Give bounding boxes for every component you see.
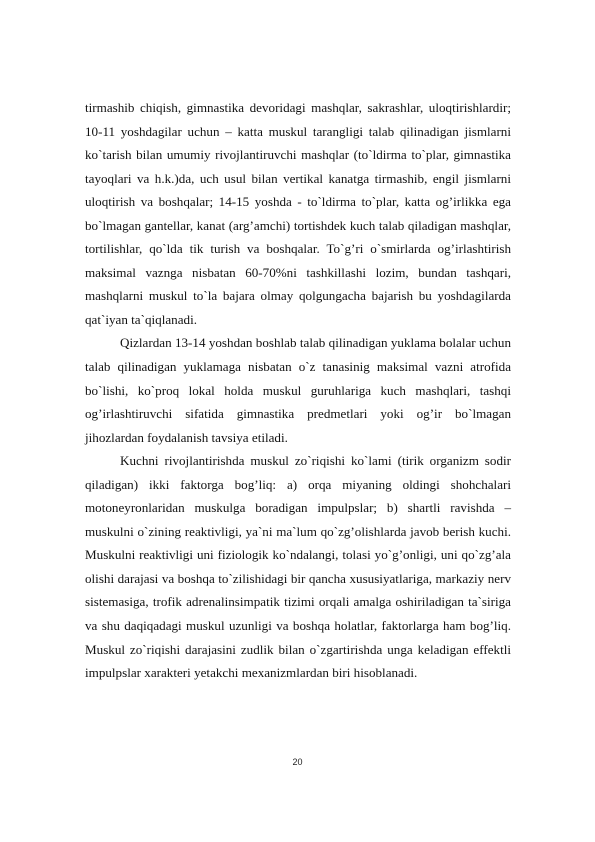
paragraph-2: Qizlardan 13-14 yoshdan boshlab talab qilinadigan yuklama bolalar uchun talab qilinadigan yuklamaga nisbatan o`z tanasinig maksimal vazni atrofida bo`lishi, ko`proq lokal holda muskul guruhlariga kuch mashqlari, tashqi og’irlashtiruvchi sifatida gimnastika predmetlari yoki og’ir bo`lmagan jihozlardan foydalanish tavsiya etiladi. (85, 335, 511, 445)
body-text (85, 96, 511, 685)
page-number: 20 (292, 757, 303, 767)
paragraph-3: Kuchni rivojlantirishda muskul zo`riqishi ko`lami (tirik organizm sodir qiladigan) ikki faktorga bog’liq: a) orqa miyaning oldingi shohchalari motoneyronlaridan muskulga boradigan impulpslar; b) shartli ravishda – muskulni o`zining reaktivligi, ya`ni ma`lum qo`zg’olishlarda javob berish kuchi. Muskulni reaktivligi uni fiziologik ko`ndalangi, tolasi yo`g’onligi, uni qo`zg’ala olishi darajasi va boshqa to`zilishidagi bir qancha xususiyatlariga, markaziy nerv sistemasiga, trofik adrenalinsimpatik tizimi orqali amalga oshiriladigan ta`siriga va shu daqiqadagi muskul uzunligi va boshqa holatlar, faktorlarga ham bog’liq. Muskul zo`riqishi darajasini zudlik bilan o`zgartirishda unga keladigan effektli impulpslar xarakteri yetakchi mexanizmlardan biri hisoblanadi. (85, 453, 511, 681)
paragraph-1: tirmashib chiqish, gimnastika devoridagi mashqlar, sakrashlar, uloqtirishlardir; 10-11 yoshdagilar uchun – katta muskul tarangligi talab qilinadigan jismlarni ko`tarish bilan umumiy rivojlantiruvchi mashqlar (to`ldirma to`plar, gimnastika tayoqlari va h.k.)da, uch usul bilan vertikal kanatga tirmashib, engil jismlarni uloqtirish va boshqalar; 14-15 yoshda - to`ldirma to`plar, katta og’irlikka ega bo`lmagan gantellar, kanat (arg’amchi) tortishdek kuch talab qiladigan mashqlar, tortilishlar, qo`lda tik turish va boshqalar. To`g’ri o`smirlarda og’irlashtirish maksimal vaznga nisbatan 60-70%ni tashkillashi lozim, bundan tashqari, mashqlarni muskul to`la bajara olmay qolgungacha bajarish bu yoshdagilarda qat`iyan ta`qiqlanadi. (85, 100, 511, 327)
